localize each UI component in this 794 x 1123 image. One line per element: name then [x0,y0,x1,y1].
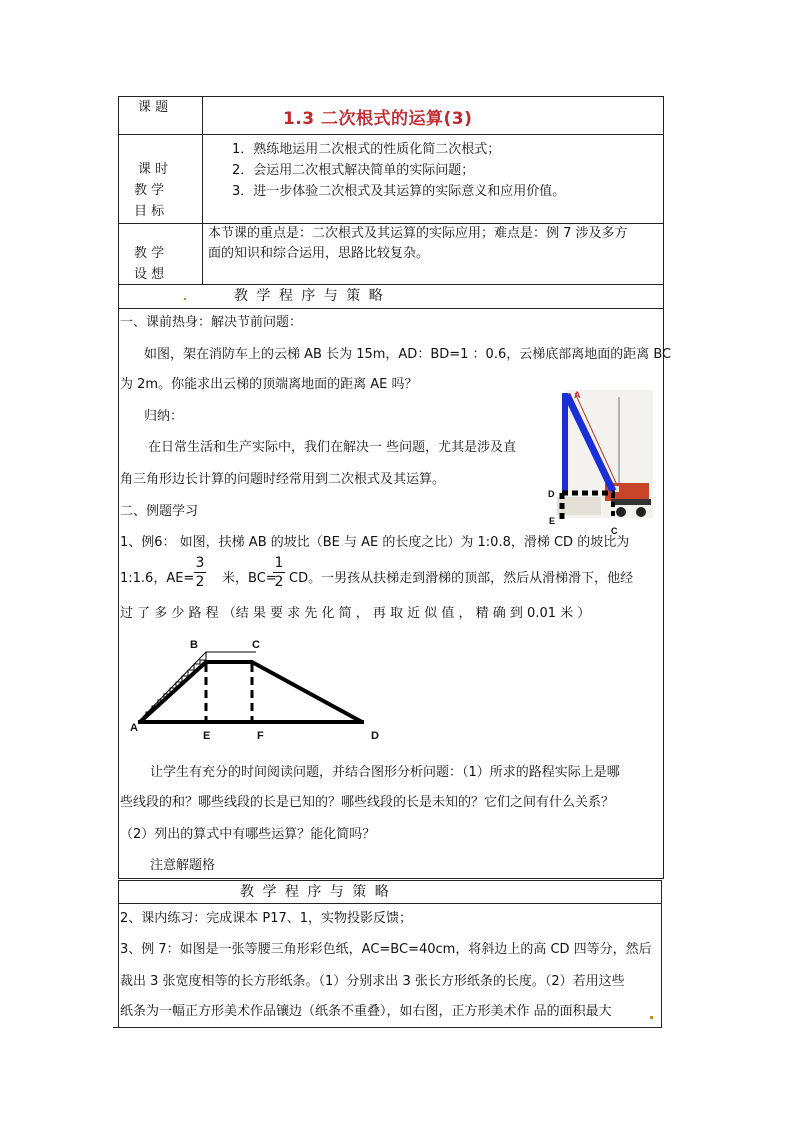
slide-label-a: A [130,722,138,734]
table-right-border [663,96,664,878]
table-left-border [118,96,119,878]
section-header: 教 学 程 序 与 策 略 [240,884,391,900]
objectives-label-2: 教 学 [134,183,165,198]
slide-label-f: F [257,730,264,742]
table2-right-border [661,880,662,1027]
fraction-denominator: 2 [274,574,284,590]
discussion-line: （2）列出的算式中有哪些运算？能化简吗？ [120,827,376,842]
fraction-denominator: 2 [195,574,205,590]
example6-line-end: CD。一男孩从扶梯走到滑梯的顶部，然后从滑梯滑下，他经 [289,571,634,586]
warmup-problem-line: 为 2m。你能求出云梯的顶端离地面的距离 AE 吗？ [120,377,418,392]
discussion-line: 些线段的和？哪些线段的长是已知的？哪些线段的长是未知的？它们之间有什么关系？ [120,795,615,810]
design-text-line: 面的知识和综合运用，思路比较复杂。 [208,246,430,261]
stray-dot [650,1016,653,1019]
practice-line: 2、课内练习：完成课本 P17、1，实物投影反馈； [120,911,413,926]
section-header: 教 学 程 序 与 策 略 [234,288,385,304]
table-row-divider [118,308,664,309]
table2-top-border [118,880,662,881]
fraction-3-over-2 [194,555,206,590]
design-label-2: 设 想 [134,267,165,282]
table2-bottom-border [113,1027,662,1028]
objective-item: 3．进一步体验二次根式及其运算的实际意义和应用价值。 [232,184,566,199]
crane-label-c: C [611,526,618,536]
crane-label-d: D [548,489,555,499]
slide-label-b: B [190,639,198,651]
page-title: 1.3 二次根式的运算(3) [283,109,473,129]
slide-label-e: E [203,730,211,742]
subject-label: 课 题 [138,100,169,115]
example6-line: 1、例6： 如图，扶梯 AB 的坡比（BE 与 AE 的长度之比）为 1:0.8，滑梯 CD 的坡比为 [120,535,630,550]
example6-line-middle: 米，BC= [222,571,277,586]
slide-label-d: D [371,730,379,742]
table-row-divider [118,134,664,135]
fraction-numerator: 1 [274,555,284,571]
summary-label: 归纳： [144,409,184,424]
slide-label-c: C [252,639,260,651]
stray-dot [184,298,186,300]
practice-line: 裁出 3 张宽度相等的长方形纸条。（1）分别求出 3 张长方形纸条的长度。（2）若用这些 [120,974,625,989]
objectives-label-1: 课 时 [138,162,169,177]
summary-line: 角三角形边长计算的问题时经常用到二次根式及其运算。 [120,472,446,487]
discussion-line: 让学生有充分的时间阅读问题，并结合图形分析问题：（1）所求的路程实际上是哪 [150,765,620,780]
example6-line: 过 了 多 少 路 程 （结 果 要 求 先 化 简 ， 再 取 近 似 值 ， 精 确 到 0.01 米 ） [120,606,591,621]
examples-heading: 二、例题学习 [120,504,199,519]
table-row-divider [118,223,664,224]
design-text-line: 本节课的重点是：二次根式及其运算的实际应用；难点是：例 7 涉及多方 [208,226,628,241]
practice-line: 3、例 7：如图是一张等腰三角形彩色纸，AC=BC=40cm，将斜边上的高 CD 四等分，然后 [120,942,652,957]
fraction-1-over-2 [273,555,285,590]
summary-line: 在日常生活和生产实际中，我们在解决一 些问题，尤其是涉及直 [148,440,517,455]
warmup-heading: 一、课前热身：解决节前问题： [120,315,303,330]
objective-item: 2．会运用二次根式解决简单的实际问题； [232,163,475,178]
objectives-label-3: 目 标 [134,204,165,219]
table-row-divider [118,284,664,285]
warmup-problem-line: 如图，架在消防车上的云梯 AB 长为 15m，AD：BD=1 ：0.6，云梯底部离地面的距离 BC [144,347,672,362]
example6-line-start: 1:1.6，AE= [120,571,195,586]
table-column-divider [202,96,203,284]
crane-label-a: A [574,390,581,400]
table-row-divider [118,878,664,879]
fraction-numerator: 3 [195,555,205,571]
practice-line: 纸条为一幅正方形美术作品镶边（纸条不重叠），如右图，正方形美术作 品的面积最大 [120,1004,612,1019]
objective-item: 1．熟练地运用二次根式的性质化简二次根式； [232,142,501,157]
fire-ladder-crane-figure [549,387,659,527]
table2-left-border [118,880,119,1027]
discussion-line: 注意解题格 [150,858,216,873]
crane-label-e: E [549,516,556,526]
design-label-1: 教 学 [134,246,165,261]
table2-row-divider [118,903,662,904]
table-top-border [118,96,664,97]
escalator-slide-figure [128,638,384,743]
